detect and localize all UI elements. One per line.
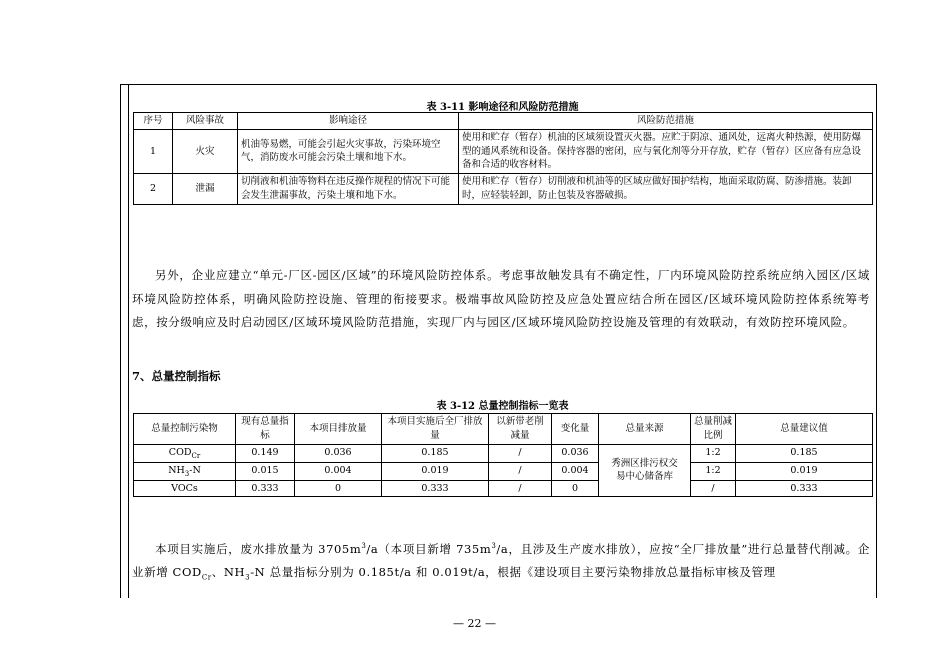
para2-text: /a（本项目新增 735m [366, 541, 492, 556]
emission-paragraph [132, 535, 870, 590]
header-change: 变化量 [552, 414, 599, 445]
row-path: 切削液和机油等物料在违反操作规程的情况下可能会发生泄漏事故，污染土壤和地下水。 [238, 174, 459, 205]
reduce-cell: / [489, 462, 552, 480]
para2-sub: Cr [201, 573, 212, 582]
source-cell: 秀洲区排污权交易中心储备库 [599, 444, 691, 497]
change-cell: 0 [552, 480, 599, 497]
row-measure: 使用和贮存（暂存）机油的区域须设置灭火器。应贮于阴凉、通风处，远离火种热源，使用防爆型的通风系统和设备。保持容器的密闭，应与氧化剂等分开存放，贮存（暂存）区应备有应急设备和合适的收容材料。 [459, 129, 873, 173]
pollutant-cell: VOCs [134, 480, 236, 497]
header-reduce: 以新带老削减量 [489, 414, 552, 445]
table-row [134, 462, 873, 480]
header-measure: 风险防范措施 [459, 113, 873, 130]
row-accident: 泄漏 [173, 174, 238, 205]
header-pollutant: 总量控制污染物 [134, 414, 236, 445]
para2-sup: 3 [491, 542, 497, 550]
page-number: — 22 — [453, 617, 496, 630]
ratio-cell: / [691, 480, 736, 497]
existing-cell: 0.015 [236, 462, 295, 480]
para2-text: /a，且涉及生产废水排放），应按“全厂排放量”进行总量替代削减。企业新增 COD [132, 541, 870, 580]
header-source: 总量来源 [599, 414, 691, 445]
change-cell: 0.004 [552, 462, 599, 480]
table1-caption: 表 3-11 影响途径和风险防范措施 [426, 102, 579, 113]
header-no: 序号 [134, 113, 173, 130]
paragraph-text: 另外，企业应建立“单元-厂区-园区/区域”的环境风险防控体系。考虑事故触发具有不确定性，厂内环境风险防控系统应纳入园区/区域环境风险防控体系，明确风险防控设施、管理的衔接要求。极端事故风险防控及应急处置应结合所在园区/区域环境风险防控体系统筹考虑，按分级响应及时启动园区/区域环境风险防范措施，实现厂内与园区/区域环境风险防控设施及管理的有效联动，有效防控环境风险。 [132, 268, 870, 329]
suggest-cell: 0.185 [736, 444, 873, 462]
header-suggest: 总量建议值 [736, 414, 873, 445]
table-row [134, 480, 873, 497]
suggest-cell: 0.019 [736, 462, 873, 480]
header-existing: 现有总量指标 [236, 414, 295, 445]
after-cell: 0.333 [382, 480, 489, 497]
risk-table [133, 112, 873, 205]
pollutant-cell: $COD_{Cr}$ [134, 444, 236, 462]
project-cell: 0.036 [295, 444, 382, 462]
para2-text: 本项目实施后，废水排放量为 3705m [155, 541, 362, 556]
reduce-cell: / [489, 444, 552, 462]
after-cell: 0.185 [382, 444, 489, 462]
header-accident: 风险事故 [173, 113, 238, 130]
table-row [134, 444, 873, 462]
project-cell: 0 [295, 480, 382, 497]
after-cell: 0.019 [382, 462, 489, 480]
total-control-table [133, 413, 873, 497]
table2-caption: 表 3-12 总量控制指标一览表 [436, 401, 569, 412]
pollutant-cell: $NH_3-N$ [134, 462, 236, 480]
table-row [134, 129, 873, 173]
ratio-cell: 1:2 [691, 444, 736, 462]
project-cell: 0.004 [295, 462, 382, 480]
existing-cell: 0.333 [236, 480, 295, 497]
table-row [134, 174, 873, 205]
change-cell: 0.036 [552, 444, 599, 462]
reduce-cell: / [489, 480, 552, 497]
table-header-row [134, 414, 873, 445]
ratio-cell: 1:2 [691, 462, 736, 480]
table-header-row [134, 113, 873, 130]
existing-cell: 0.149 [236, 444, 295, 462]
row-accident: 火灾 [173, 129, 238, 173]
row-path: 机油等易燃，可能会引起火灾事故，污染环境空气，消防废水可能会污染土壤和地下水。 [238, 129, 459, 173]
header-project: 本项目排放量 [295, 414, 382, 445]
para2-text: -N 总量指标分别为 0.185t/a 和 0.019t/a，根据《建设项目主要污染物排放总量指标审核及管理 [250, 565, 776, 580]
row-no: 2 [134, 174, 173, 205]
suggest-cell: 0.333 [736, 480, 873, 497]
header-path: 影响途径 [238, 113, 459, 130]
para2-sub: 3 [245, 573, 251, 582]
header-after: 本项目实施后全厂排放量 [382, 414, 489, 445]
header-ratio: 总量削减比例 [691, 414, 736, 445]
margin-line [128, 84, 129, 598]
para2-text: 、NH [211, 565, 246, 580]
para2-sup: 3 [361, 542, 367, 550]
risk-paragraph [132, 264, 870, 335]
row-no: 1 [134, 129, 173, 173]
row-measure: 使用和贮存（暂存）切削液和机油等的区域应做好围护结构，地面采取防腐、防渗措施。装卸时，应轻装轻卸，防止包装及容器破损。 [459, 174, 873, 205]
section-heading: 7、总量控制指标 [132, 369, 221, 383]
